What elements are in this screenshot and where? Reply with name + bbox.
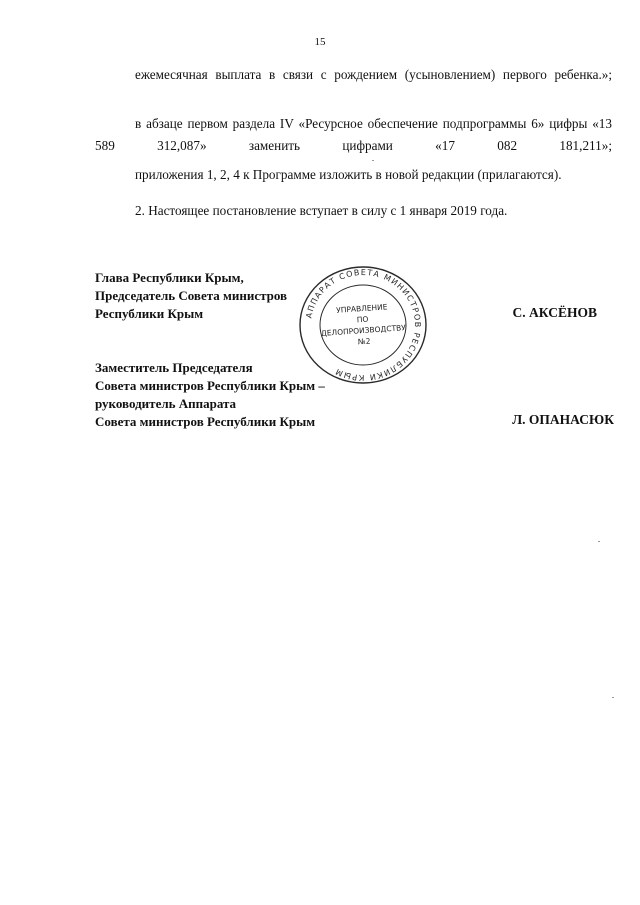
seal-center-line: №2 (357, 336, 371, 347)
page-number: 15 (314, 36, 326, 48)
signature-2-title-line: Совета министров Республики Крым – (95, 378, 325, 393)
signature-1-title-line: Республики Крым (95, 306, 204, 321)
scan-speck (612, 697, 614, 698)
official-seal-stamp (296, 263, 430, 387)
signature-block-1-title (95, 269, 287, 323)
signature-1-title-line: Председатель Совета министров (95, 288, 288, 303)
signature-1-title-line: Глава Республики Крым, (95, 270, 244, 285)
scan-speck (372, 160, 374, 161)
signature-2-title-line: Заместитель Председателя (95, 360, 253, 375)
seal-ring-textpath: АППАРАТ СОВЕТА МИНИСТРОВ РЕСПУБЛИКИ КРЫМ (304, 267, 423, 383)
seal-center-line: ПО (356, 314, 369, 325)
signature-block-2-title (95, 359, 325, 431)
paragraph-4: 2. Настоящее постановление вступает в силу с 1 января 2019 года. (135, 203, 508, 218)
signature-2-name: Л. ОПАНАСЮК (512, 412, 614, 427)
seal-center-text (292, 258, 434, 391)
scan-speck (598, 541, 600, 542)
paragraph-3: приложения 1, 2, 4 к Программе изложить в новой редакции (прилагаются). (135, 167, 562, 182)
signature-2-title-line: руководитель Аппарата (95, 396, 237, 411)
paragraph-2: в абзаце первом раздела IV «Ресурсное обеспечение подпрограммы 6» цифры «13 589 312,087» заменить цифрами «17 082 181,211»; (95, 116, 612, 153)
signature-2-title-line: Совета министров Республики Крым (95, 414, 316, 429)
signature-1-name: С. АКСЁНОВ (512, 305, 597, 320)
seal-center-line: ДЕЛОПРОИЗВОДСТВУ (320, 323, 407, 338)
seal-center-line: УПРАВЛЕНИЕ (335, 302, 388, 315)
paragraph-1: ежемесячная выплата в связи с рождением (усыновлением) первого ребенка.»; (135, 67, 612, 82)
